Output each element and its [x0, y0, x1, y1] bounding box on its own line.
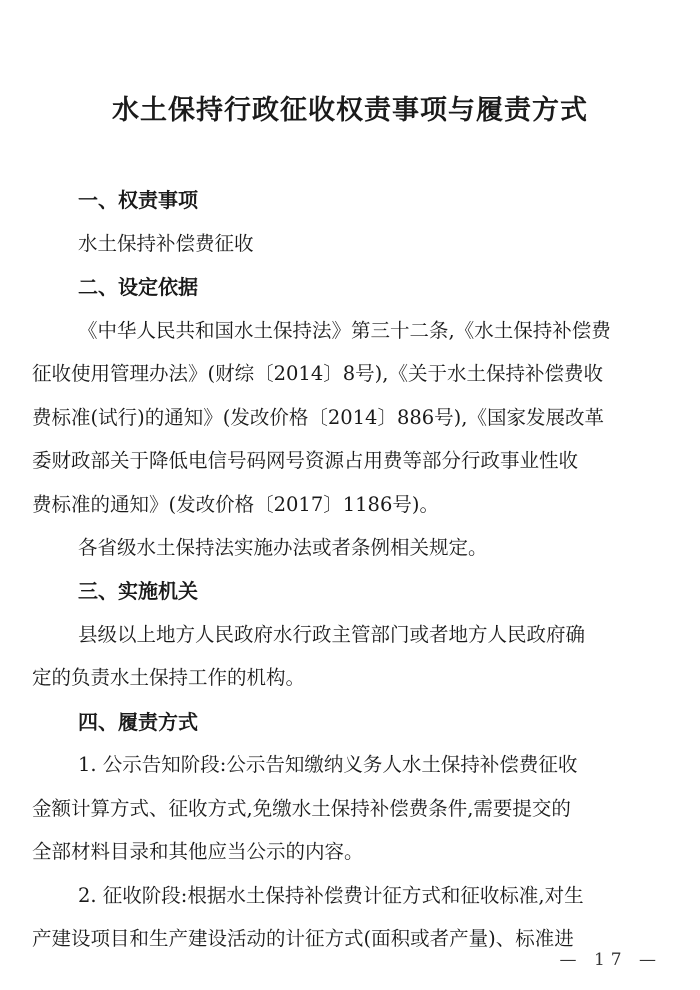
paragraph-line: 全部材料目录和其他应当公示的内容。	[32, 840, 364, 863]
document-title: 水土保持行政征收权责事项与履责方式	[112, 95, 588, 126]
paragraph-line: 产建设项目和生产建设活动的计征方式(面积或者产量)、标准进	[32, 927, 574, 950]
paragraph-line: 1. 公示告知阶段:公示告知缴纳义务人水土保持补偿费征收	[78, 753, 578, 776]
paragraph-line: 费标准的通知》(发改价格〔2017〕1186号)。	[32, 493, 439, 516]
paragraph-line: 县级以上地方人民政府水行政主管部门或者地方人民政府确	[78, 623, 586, 646]
paragraph-line: 费标准(试行)的通知》(发改价格〔2014〕886号),《国家发展改革	[32, 406, 604, 429]
paragraph-line: 2. 征收阶段:根据水土保持补偿费计征方式和征收标准,对生	[78, 884, 584, 907]
paragraph-line: 金额计算方式、征收方式,免缴水土保持补偿费条件,需要提交的	[32, 797, 571, 820]
paragraph-line: 水土保持补偿费征收	[78, 232, 254, 255]
paragraph-line: 委财政部关于降低电信号码网号资源占用费等部分行政事业性收	[32, 449, 579, 472]
paragraph-line: 《中华人民共和国水土保持法》第三十二条,《水土保持补偿费	[78, 319, 611, 342]
paragraph-line: 征收使用管理办法》(财综〔2014〕8号),《关于水土保持补偿费收	[32, 362, 603, 385]
section-heading-responsibility-items: 一、权责事项	[78, 188, 198, 212]
section-heading-implementing-agency: 三、实施机关	[78, 579, 198, 603]
section-heading-performance-method: 四、履责方式	[78, 710, 198, 734]
page-number: — 17 —	[559, 950, 662, 970]
paragraph-line: 定的负责水土保持工作的机构。	[32, 666, 306, 689]
section-heading-legal-basis: 二、设定依据	[78, 275, 198, 299]
paragraph-line: 各省级水土保持法实施办法或者条例相关规定。	[78, 536, 488, 559]
